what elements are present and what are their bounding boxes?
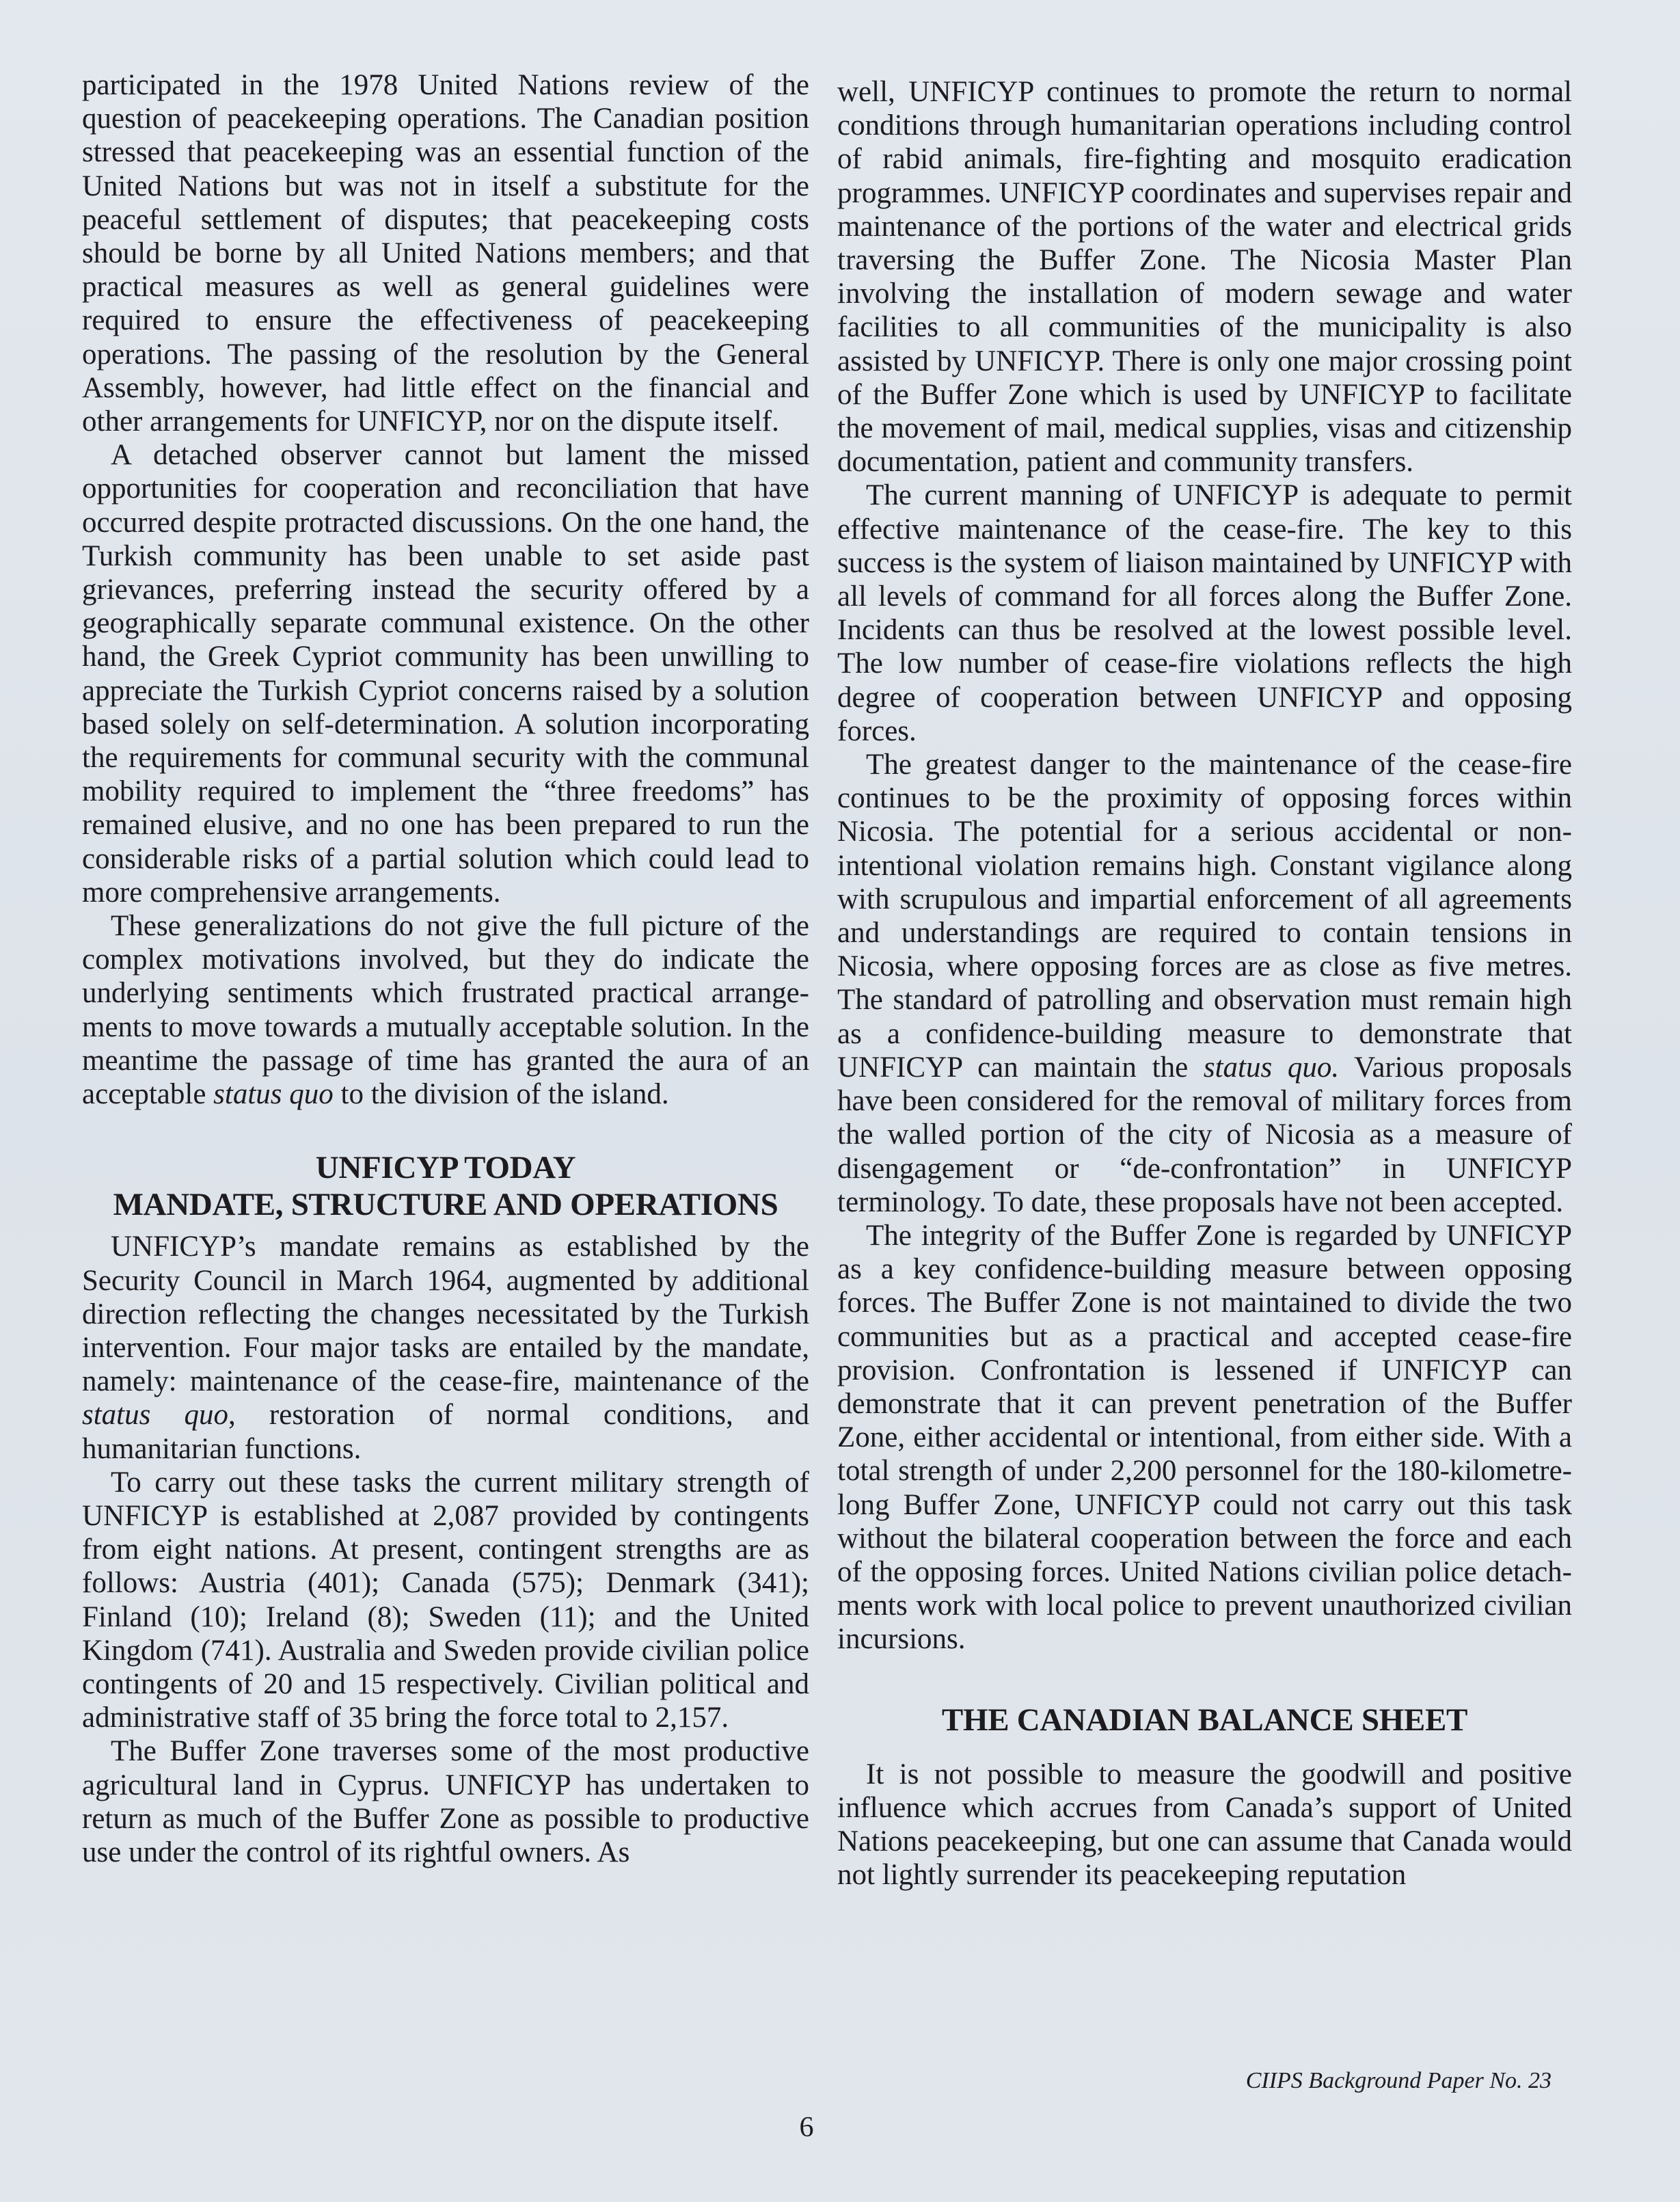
- section-heading: UNFICYP TODAY: [315, 1150, 576, 1186]
- paragraph: well, UNFICYP continues to promote the return to normal conditions through humanitarian operations including control of rabid animals, fire-fighting and mosquito eradication programmes. UNFICYP coordinates and supervises repair and maintenance of the portions of the water and electrical grids traversing the Buffer Zone. The Nicosia Master Plan involving the installation of modern sewage and water facilities to all communities of the municipality is also assisted by UNFICYP. There is only one major crossing point of the Buffer Zone which is used by UNFICYP to facilitate the movement of mail, medical supplies, visas and citizenship documentation, patient and community transfers.: [837, 76, 1572, 479]
- paragraph: The integrity of the Buffer Zone is regarded by UNFICYP as a key confidence-building measure between opposing forces. The Buffer Zone is not maintained to divide the two communities but as a practical and accepted cease-fire provision. Confrontation is lessened if UNFICYP can demonstrate that it can prevent penetration of the Buffer Zone, either accidental or intentional, from either side. With a total strength of under 2,200 personnel for the 180-kilometre-long Buffer Zone, UNFICYP could not carry out this task without the bilateral cooperation between the force and each of the opposing forces. United Nations civilian police detachments work with local police to prevent unauthorized civilian incursions.: [837, 1219, 1572, 1656]
- paragraph: A detached observer cannot but lament the missed opportunities for cooperation and reconciliation that have occurred despite protracted discussions. On the one hand, the Turkish community has been unable to set aside past grievances, preferring instead the security offered by a geographically separate communal existence. On the other hand, the Greek Cypriot community has been unwilling to appreciate the Turkish Cypriot concerns raised by a solution based solely on self-determination. A solution incorporating the requirements for communal security with the communal mobility required to implement the “three freedoms” has remained elusive, and no one has been prepared to run the considerable risks of a partial solution which could lead to more comprehensive arrangements.: [82, 439, 809, 909]
- italic-term: status quo.: [1203, 1051, 1340, 1084]
- text-run: These generalizations do not give the full picture of the complex motivations involved, but they do indicate the underlying sentiments which frustrated practical arrangements to move towards a mutually acceptable solution. In the meantime the passage of time has granted the aura of an acceptable: [82, 910, 809, 1111]
- paragraph: It is not possible to measure the goodwill and positive influence which accrues from Canada’s support of United Nations peacekeeping, but one can assume that Canada would not lightly surrender its peacekeeping reputation: [837, 1758, 1572, 1892]
- section-subheading: MANDATE, STRUCTURE AND OPERATIONS: [113, 1187, 778, 1223]
- paragraph: The Buffer Zone traverses some of the most productive agricultural land in Cyprus. UNFICYP has undertaken to return as much of the Buffer Zone as possible to productive use under the control of its rightful owners. As: [82, 1735, 809, 1868]
- text-run: to the division of the island.: [333, 1078, 669, 1111]
- footer-publication-title: CIIPS Background Paper No. 23: [1245, 2068, 1552, 2093]
- paragraph: To carry out these tasks the current military strength of UNFICYP is established at 2,087 provided by contingents from eight nations. At present, contingent strengths are as follows: Austria (401); Canada (575); Denmark (341); Finland (10); Ireland (8); Sweden (11); and the United Kingdom (741). Australia and Sweden provide civilian police contingents of 20 and 15 respectively. Civilian political and administrative staff of 35 bring the force total to 2,157.: [82, 1466, 809, 1734]
- left-column: [82, 68, 809, 1869]
- right-column: [837, 75, 1572, 1892]
- text-run: Various proposals have been considered for the removal of military forces from the walled portion of the city of Nicosia as a measure of disengagement or “de-confrontation” in UNFICYP terminology. To date, these proposals have not been accepted.: [837, 1051, 1572, 1218]
- text-run: , restoration of normal conditions, and humanitarian functions.: [82, 1399, 809, 1465]
- paragraph: The current manning of UNFICYP is adequate to permit effective maintenance of the cease-fire. The key to this success is the system of liaison maintained by UNFICYP with all levels of command for all forces along the Buffer Zone. Incidents can thus be resolved at the lowest possible level. The low number of cease-fire violations reflects the high degree of cooperation between UNFICYP and opposing forces.: [837, 479, 1572, 747]
- italic-term: status quo: [213, 1078, 334, 1111]
- section-heading: THE CANADIAN BALANCE SHEET: [941, 1702, 1468, 1738]
- text-run: The greatest danger to the maintenance of the cease-fire continues to be the proximity of opposing forces within Nicosia. The potential for a serious accidental or non-intentional violation remains high. Constant vigilance along with scrupulous and impartial enforcement of all agreements and understandings are required to contain tensions in Nicosia, where opposing forces are as close as five metres. The standard of patrolling and observation must remain high as a confidence-building measure to demonstrate that UNFICYP can maintain the: [837, 749, 1572, 1084]
- paragraph: [82, 909, 809, 1111]
- paragraph: [82, 1230, 809, 1465]
- text-run: UNFICYP’s mandate remains as established by the Security Council in March 1964, augmented by additional direction reflecting the changes necessitated by the Turkish intervention. Four major tasks are entailed by the mandate, namely: maintenance of the cease-fire, maintenance of the: [82, 1231, 809, 1398]
- italic-term: status quo: [82, 1399, 229, 1432]
- page-number: 6: [799, 2112, 814, 2143]
- paragraph: [837, 748, 1572, 1219]
- paragraph: participated in the 1978 United Nations review of the question of peacekeeping operations. The Canadian position stressed that peacekeeping was an essential function of the United Nations but was not in itself a substitute for the peaceful settlement of disputes; that peacekeeping costs should be borne by all United Nations members; and that practical measures as well as general guidelines were required to ensure the effectiveness of peacekeeping operations. The passing of the resolution by the General Assembly, however, had little effect on the financial and other arrangements for UNFICYP, nor on the dispute itself.: [82, 69, 809, 438]
